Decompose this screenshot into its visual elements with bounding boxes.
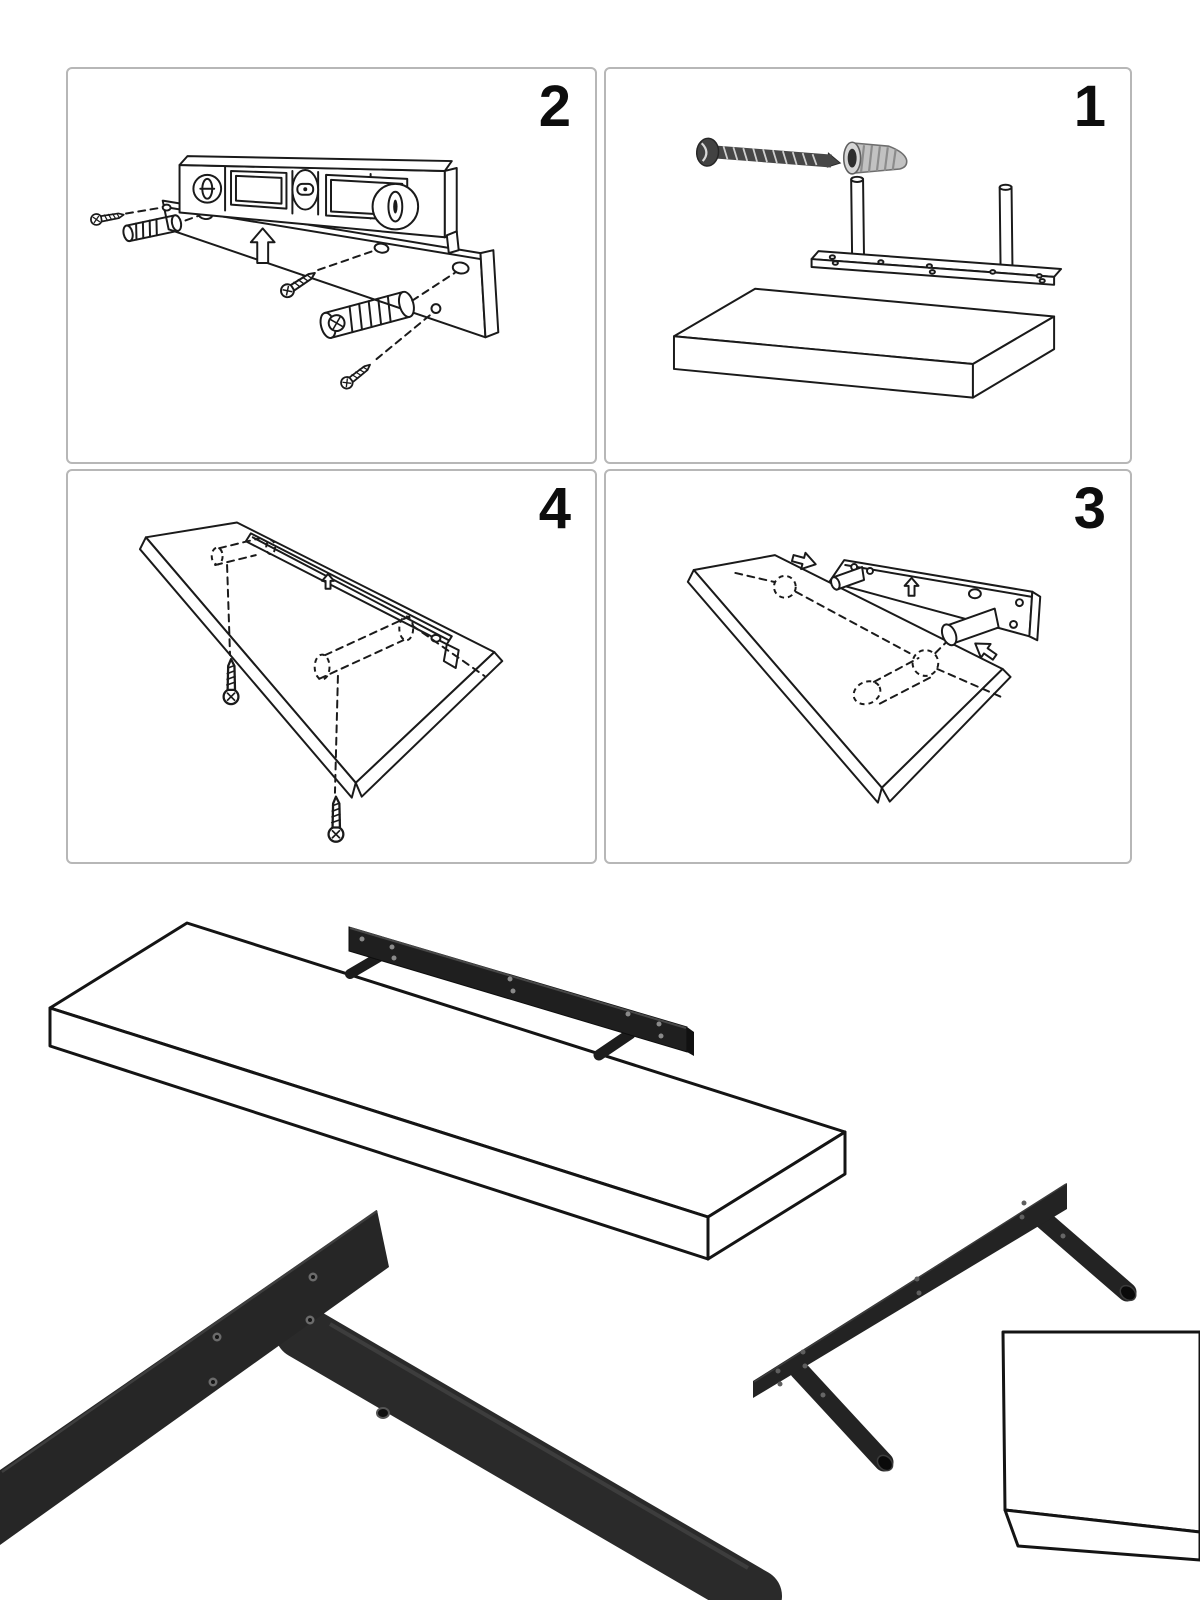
step-number: 4 bbox=[538, 476, 571, 541]
illustration-parts-overview bbox=[606, 69, 1130, 462]
step-panel-4 bbox=[66, 469, 597, 864]
bracket-closeup bbox=[0, 1210, 755, 1596]
bracket-plate bbox=[812, 177, 1061, 285]
step-number: 2 bbox=[538, 74, 571, 139]
wall-plug-icon bbox=[844, 142, 907, 174]
screw-icon bbox=[339, 314, 432, 391]
shelf-corner bbox=[1003, 1332, 1200, 1560]
step-panel-3 bbox=[604, 469, 1132, 864]
product-photo-montage bbox=[0, 862, 1200, 1600]
screw-icon bbox=[696, 137, 841, 167]
screw-icon bbox=[90, 208, 162, 226]
illustration-slide-onto-rods bbox=[606, 471, 1130, 862]
illustration-fasten-from-below bbox=[68, 471, 595, 862]
step-number: 1 bbox=[1073, 74, 1106, 139]
step-number: 3 bbox=[1073, 476, 1106, 541]
illustration-level-on-wall-rail bbox=[68, 69, 595, 462]
photo-canvas bbox=[0, 862, 1200, 1600]
shelf-board bbox=[674, 289, 1054, 398]
step-panel-2 bbox=[66, 67, 597, 464]
step-panel-1 bbox=[604, 67, 1132, 464]
